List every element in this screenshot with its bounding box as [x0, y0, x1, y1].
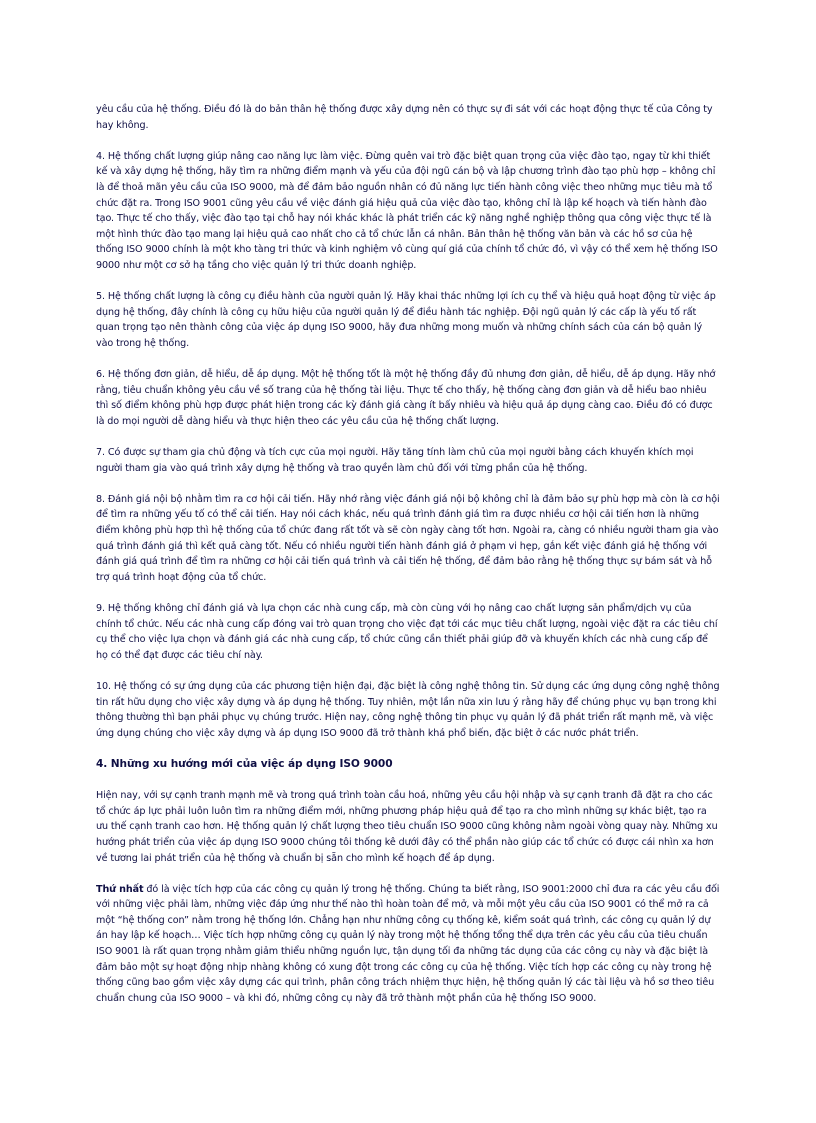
paragraph-point-6: 6. Hệ thống đơn giản, dễ hiểu, dễ áp dụng. Một hệ thống tốt là một hệ thống đầy đủ nhưng đơn giản, dễ hiểu, dễ áp dụng. Hãy nhớ rằng, tiêu chuẩn không yêu cầu về số trang của hệ thống tài liệu. Thực tế cho thấy, hệ thống càng đơn giản và dễ hiểu bao nhiêu thì số điểm không phù hợp được phát hiện trong các kỳ đánh giá càng ít bấy nhiêu và hiệu quả áp dụng càng cao. Điều đó có được là do mọi người dễ dàng hiểu và thực hiện theo các yêu cầu của hệ thống chất lượng.: [96, 369, 716, 427]
trend-paragraph: [96, 882, 720, 1007]
document-page: [96, 102, 720, 1022]
paragraph-point-8: 8. Đánh giá nội bộ nhằm tìm ra cơ hội cải tiến. Hãy nhớ rằng việc đánh giá nội bộ không chỉ là đảm bảo sự phù hợp mà còn là cơ hội để tìm ra những yếu tố có thể cải tiến. Hay nói cách khác, nếu quá trình đánh giá tìm ra được nhiều cơ hội cải tiến hơn là những điểm không phù hợp thì hệ thống của tổ chức đang rất tốt và sẽ còn ngày càng tốt hơn. Ngoài ra, càng có nhiều người tham gia vào quá trình đánh giá thì kết quả càng tốt. Nếu có nhiều người tiến hành đánh giá ở phạm vi hẹp, gắn kết việc đánh giá hệ thống với đánh giá quá trình để tìm ra những cơ hội cải tiến quá trình và cải tiến hệ thống, để đảm bảo rằng hệ thống thực sự bám sát và hỗ trợ quá trình hoạt động của tổ chức.: [96, 493, 720, 583]
paragraph-point-9: 9. Hệ thống không chỉ đánh giá và lựa chọn các nhà cung cấp, mà còn cùng với họ nâng cao chất lượng sản phẩm/dịch vụ của chính tổ chức. Nếu các nhà cung cấp đóng vai trò quan trọng cho việc đạt tới các mục tiêu chất lượng, ngoài việc đặt ra các tiêu chí cụ thể cho việc lựa chọn và đánh giá các nhà cung cấp, tổ chức cũng cần thiết phải giúp đỡ và khuyến khích các nhà cung cấp để họ có thể đạt được các tiêu chí này.: [96, 603, 718, 661]
paragraph-continuation: yêu cầu của hệ thống. Điều đó là do bản thân hệ thống được xây dựng nên có thực sự đi sát với các hoạt động thực tế của Công ty hay không.: [96, 104, 713, 131]
trend-text: đó là việc tích hợp của các công cụ quản lý trong hệ thống. Chúng ta biết rằng, ISO 9001:2000 chỉ đưa ra các yêu cầu đối với những việc phải làm, những việc đáp ứng như thế nào thì hoàn toàn để mở, và mỗi một yêu cầu của ISO 9001 có thể mở ra cả một “hệ thống con” nằm trong hệ thống lớn. Chẳng hạn như những công cụ thống kê, kiểm soát quá trình, các công cụ quản lý dự án hay lập kế hoạch… Việc tích hợp những công cụ quản lý này trong một hệ thống tổng thể dựa trên các yêu cầu của tiêu chuẩn ISO 9001 là rất quan trọng nhằm giảm thiểu những nguồn lực, tận dụng tối đa những tác dụng của các công cụ này và đặc biệt là đảm bảo một sự hoạt động nhịp nhàng không có xung đột trong các công cụ của hệ thống. Việc tích hợp các công cụ này trong hệ thống cũng bao gồm việc xây dựng các qui trình, phân công trách nhiệm thực hiện, hệ thống quản lý các tài liệu và hồ sơ theo tiêu chuẩn chung của ISO 9000 – và khi đó, những công cụ này đã trở thành một phần của hệ thống ISO 9000.: [96, 883, 720, 1004]
section-heading: 4. Những xu hướng mới của việc áp dụng ISO 9000: [96, 757, 393, 770]
trend-lead: Thứ nhất: [96, 883, 144, 895]
paragraph-point-5: 5. Hệ thống chất lượng là công cụ điều hành của người quản lý. Hãy khai thác những lợi ích cụ thể và hiệu quả hoạt động từ việc áp dụng hệ thống, đây chính là công cụ hữu hiệu của người quản lý để điều hành tác nghiệp. Đội ngũ quản lý các cấp là yếu tố rất quan trọng tạo nên thành công của việc áp dụng ISO 9000, hãy đưa những mong muốn và những chính sách của cán bộ quản lý vào trong hệ thống.: [96, 291, 716, 349]
section-intro-paragraph: Hiện nay, với sự cạnh tranh mạnh mẽ và trong quá trình toàn cầu hoá, những yêu cầu hội nhập và sự cạnh tranh đã đặt ra cho các tổ chức áp lực phải luôn luôn tìm ra những điểm mới, những phương pháp hiệu quả để tạo ra cho mình những sự khác biệt, tạo ra ưu thế cạnh tranh cao hơn. Hệ thống quản lý chất lượng theo tiêu chuẩn ISO 9000 cũng không nằm ngoài vòng quay này. Những xu hướng phát triển của việc áp dụng ISO 9000 chúng tôi thống kê dưới đây có thể phần nào giúp các tổ chức có được cái nhìn xa hơn về tương lai phát triển của hệ thống và chuẩn bị sẵn cho mình kế hoạch để áp dụng.: [96, 790, 718, 864]
paragraph-point-10: 10. Hệ thống có sự ứng dụng của các phương tiện hiện đại, đặc biệt là công nghệ thông tin. Sử dụng các ứng dụng công nghệ thông tin rất hữu dụng cho việc xây dựng và áp dụng hệ thống. Tuy nhiên, một lần nữa xin lưu ý rằng hãy để chúng phục vụ bạn trong khi thông thường thì bạn phải phục vụ chúng trước. Hiện nay, công nghệ thông tin phục vụ quản lý đã phát triển rất mạnh mẽ, và việc ứng dụng chúng cho việc xây dựng và áp dụng ISO 9000 đã trở thành khá phổ biến, đặc biệt ở các nước phát triển.: [96, 680, 720, 739]
paragraph-point-7: 7. Có được sự tham gia chủ động và tích cực của mọi người. Hãy tăng tính làm chủ của mọi người bằng cách khuyến khích mọi người tham gia vào quá trình xây dựng hệ thống và trao quyền làm chủ đối với từng phần của hệ thống.: [96, 447, 694, 474]
paragraph-point-4: 4. Hệ thống chất lượng giúp nâng cao năng lực làm việc. Đừng quên vai trò đặc biệt quan trọng của việc đào tạo, ngay từ khi thiết kế và xây dựng hệ thống, hãy tìm ra những điểm mạnh và yếu của đội ngũ cán bộ và lập chương trình đào tạo phù hợp – không chỉ là để thoả mãn yêu cầu của ISO 9000, mà để đảm bảo nguồn nhân có đủ năng lực tiến hành công việc theo những mục tiêu mà tổ chức đặt ra. Trong ISO 9001 cũng yêu cầu về việc đánh giá hiệu quả của việc đào tạo, không chỉ là lập kế hoạch và tiến hành đào tạo. Thực tế cho thấy, việc đào tạo tại chỗ hay nói khác khác là phát triển các kỹ năng nghề nghiệp thông qua công việc thực tế là một hình thức đào tạo mang lại hiệu quả cao nhất cho cả tổ chức lẫn cá nhân. Bản thân hệ thống văn bản và các hồ sơ của hệ thống ISO 9000 chính là một kho tàng tri thức và kinh nghiệm vô cùng quí giá của chính tổ chức đó, vì vậy có thể xem hệ thống ISO 9000 như một cơ sở hạ tầng cho việc quản lý tri thức doanh nghiệp.: [96, 150, 718, 271]
